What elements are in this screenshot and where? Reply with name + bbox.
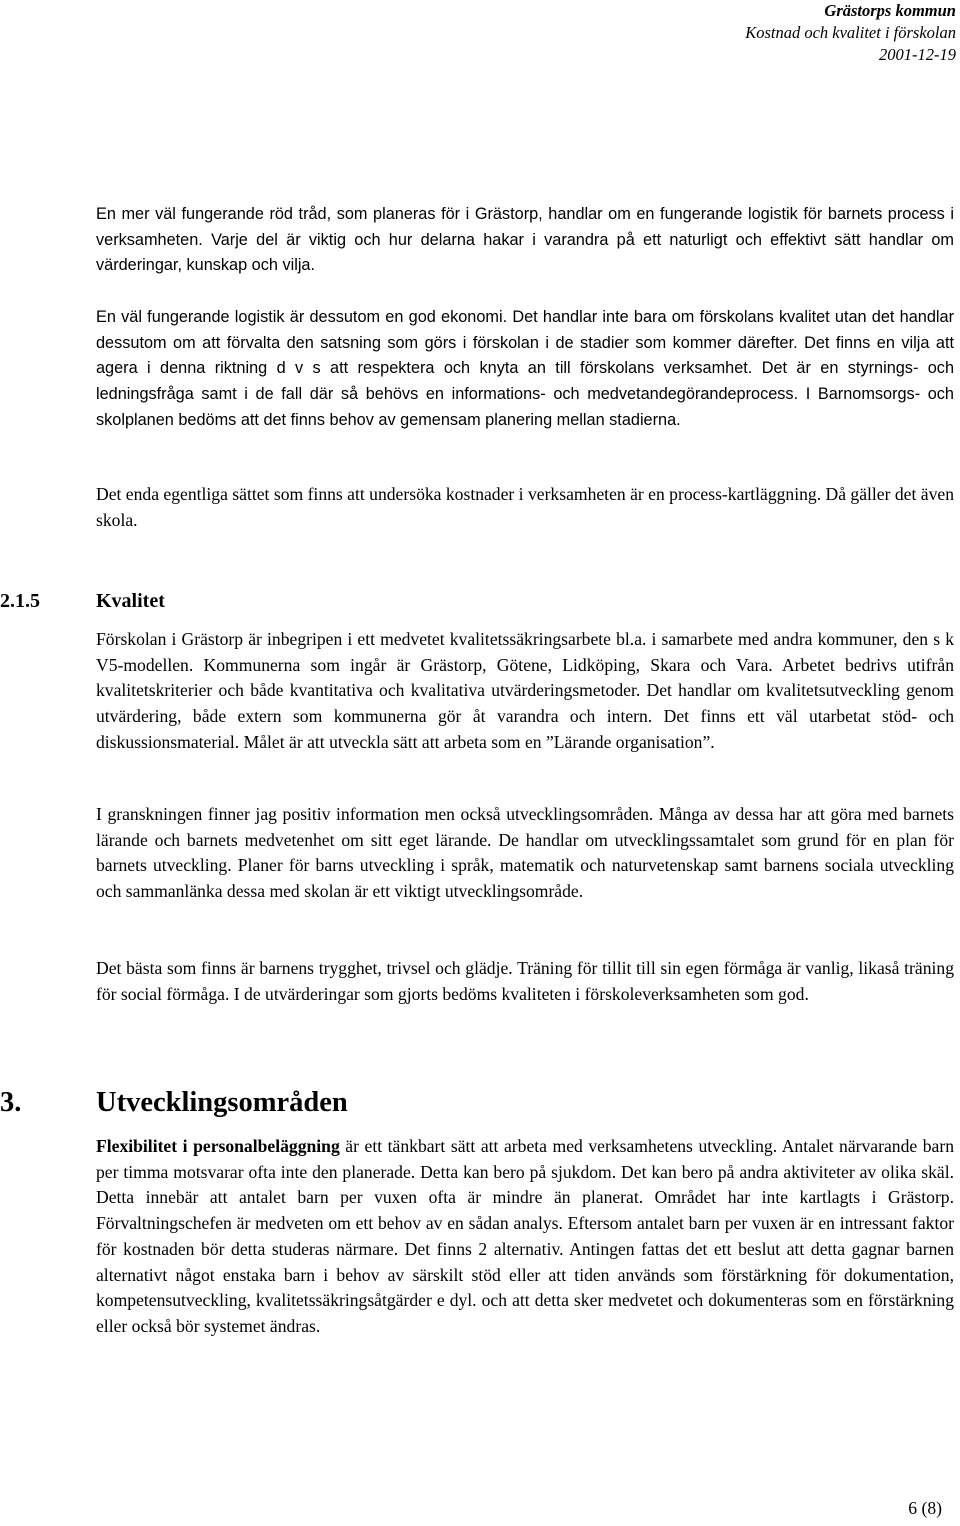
header-date: 2001-12-19 — [879, 45, 956, 64]
utveckling-text: är ett tänkbart sätt att arbeta med verksamhetens utveckling. Antalet närvarande barn per timma motsvarar ofta inte den planerade. Detta kan bero på sjukdom. Det kan bero på andra aktiviteter av olika skäl. Detta innebär att antalet barn per vuxen ofta är mindre än planerat. Området har inte kartlagts i Grästorp. Förvaltningschefen är medveten om ett behov av en sådan analys. Eftersom antalet barn per vuxen är en intressant faktor för kostnaden bör detta studeras närmare. Det finns 2 alternativ. Antingen fattas det ett beslut att detta gagnar barnen alternativt något enstaka barn i behov av särskilt stöd eller att tiden används som förstärkning för dokumentation, kompetensutveckling, kvalitetssäkringsåtgärder e dyl. och att detta sker medvetet och dokumenteras som en förstärkning eller också bör systemet ändras. — [96, 1136, 954, 1336]
intro-paragraph-2: En väl fungerande logistik är dessutom en god ekonomi. Det handlar inte bara om förskolans kvalitet utan det handlar dessutom om att förvalta den satsning som görs i förskolan i de stadier som kommer därefter. Det finns en vilja att agera i denna riktning d v s att respektera och knyta an till förskolans verksamhet. Det är en styrnings- och ledningsfråga samt i de fall där så behövs en informations- och medvetandegörandeprocess. I Barnomsorgs- och skolplanen bedöms att det finns behov av gemensam planering mellan stadierna. — [96, 308, 954, 429]
page-header — [745, 0, 956, 66]
kvalitet-paragraph-1: Förskolan i Grästorp är inbegripen i ett medvetet kvalitetssäkringsarbete bl.a. i samarbete med andra kommuner, den s k V5-modellen. Kommunerna som ingår är Grästorp, Götene, Lidköping, Skara och Vara. Arbetet bedrivs utifrån kvalitetskriterier och både kvantitativa och kvalitativa utvärderingsmetoder. Det handlar om kvalitetsutveckling genom utvärdering, både extern som kommunerna gör åt varandra och intern. Det finns ett väl utarbetat stöd- och diskussionsmaterial. Målet är att utveckla sätt att arbeta som en ”Lärande organisation”. — [96, 629, 954, 752]
section-3-number: 3. — [0, 1087, 22, 1118]
utveckling-paragraph — [96, 1134, 954, 1340]
section-2-1-5-title: Kvalitet — [96, 590, 165, 612]
page-number: 6 (8) — [908, 1498, 942, 1518]
kvalitet-paragraph-2: I granskningen finner jag positiv information men också utvecklingsområden. Många av dessa har att göra med barnets lärande och barnets medvetenhet om sitt eget lärande. De handlar om utvecklingssamtalet som grund för en plan för barnets utveckling. Planer för barns utveckling i språk, matematik och naturvetenskap samt barnens sociala utveckling och sammanlänka dessa med skolan är ett viktigt utvecklingsområde. — [96, 804, 954, 902]
kvalitet-paragraph-3: Det bästa som finns är barnens trygghet, trivsel och glädje. Träning för tillit till sin egen förmåga är vanlig, likaså träning för social förmåga. I de utvärderingar som gjorts bedöms kvaliteten i förskoleverksamheten som god. — [96, 958, 954, 1004]
intro-paragraph-1: En mer väl fungerande röd tråd, som planeras för i Grästorp, handlar om en fungerande logistik för barnets process i verksamheten. Varje del är viktig och hur delarna hakar i varandra på ett naturligt och effektivt sätt handlar om värderingar, kunskap och vilja. — [96, 205, 954, 275]
header-org: Grästorps kommun — [824, 1, 956, 20]
intro-paragraph-3: Det enda egentliga sättet som finns att undersöka kostnader i verksamheten är en process-kartläggning. Då gäller det även skola. — [96, 484, 954, 530]
header-subtitle: Kostnad och kvalitet i förskolan — [745, 23, 956, 42]
section-2-1-5-number: 2.1.5 — [0, 590, 40, 612]
section-3-title: Utvecklingsområden — [96, 1087, 348, 1118]
lead-bold-text: Flexibilitet i personalbeläggning — [96, 1136, 340, 1156]
